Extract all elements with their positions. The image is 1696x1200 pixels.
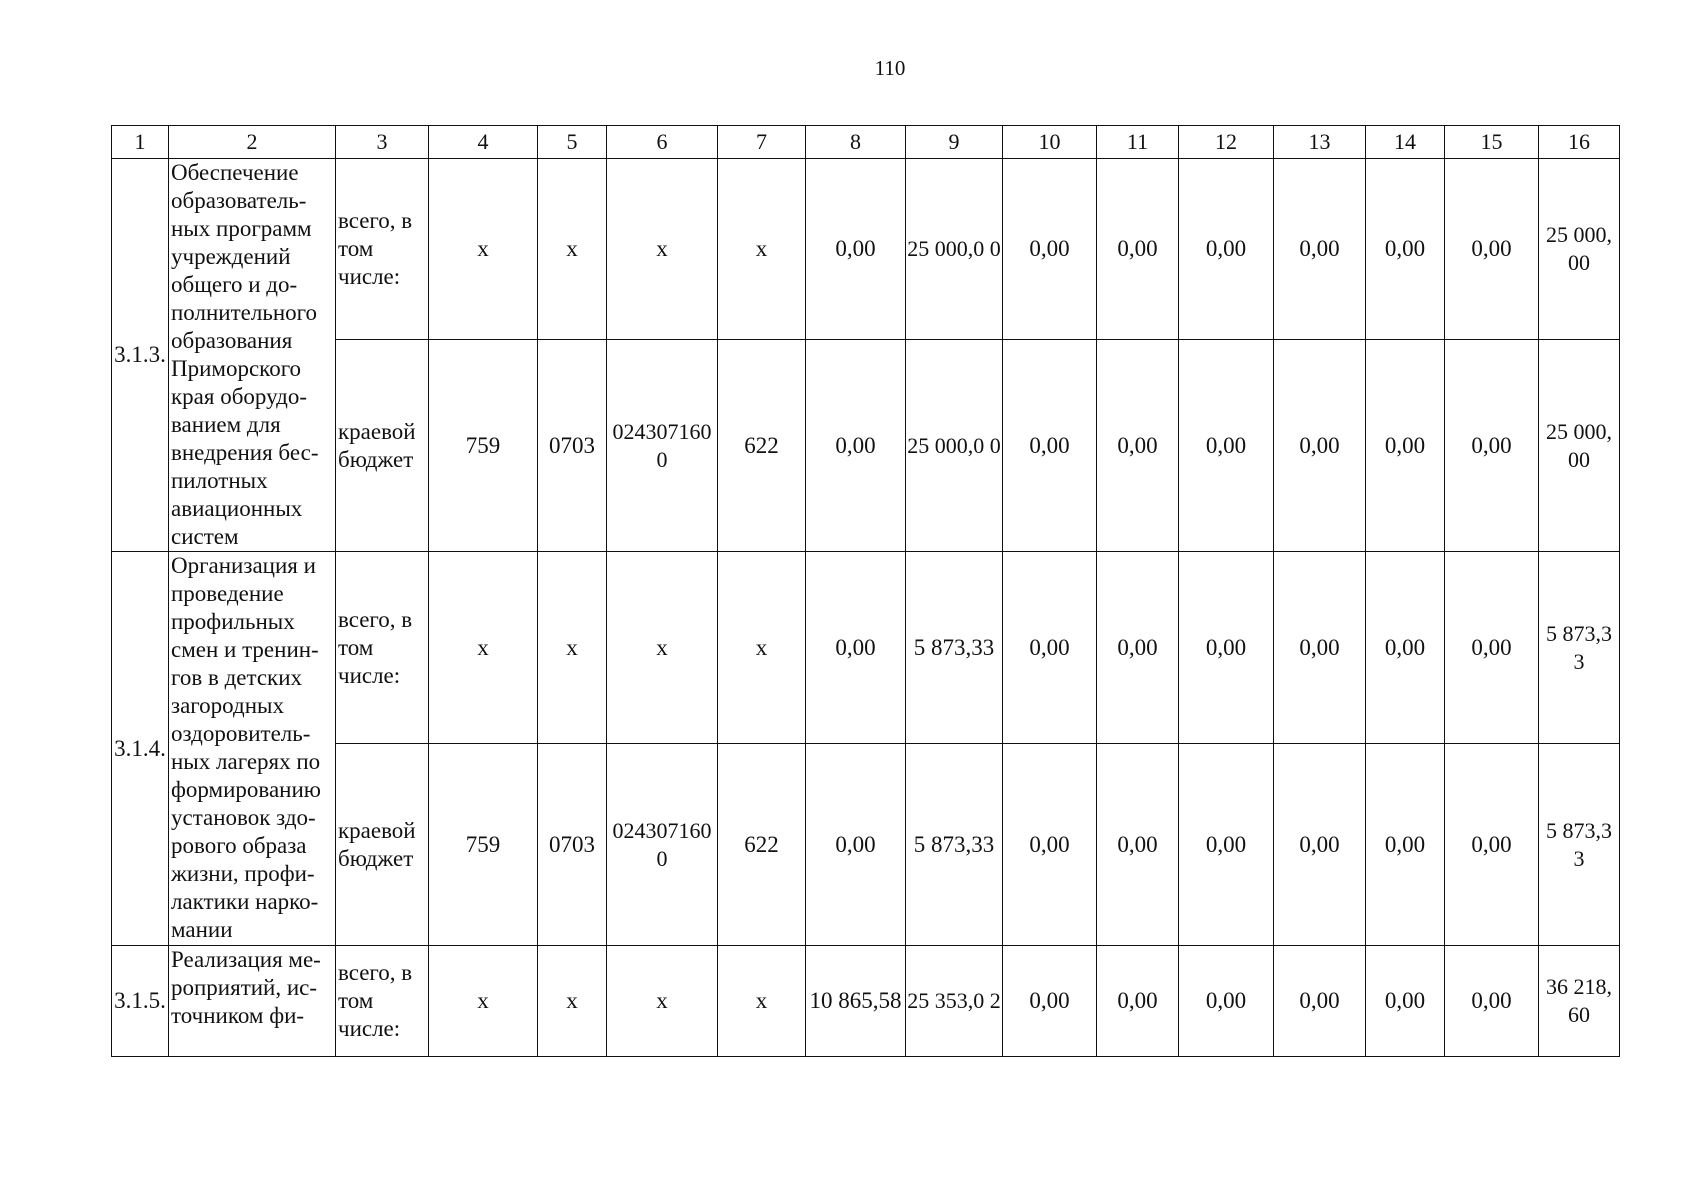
header-row bbox=[112, 126, 1620, 159]
table-cell: 25 000, 00 bbox=[1539, 159, 1620, 340]
table-cell: 0,00 bbox=[1274, 552, 1366, 744]
table-cell: 0,00 bbox=[1366, 159, 1445, 340]
table-cell: 0,00 bbox=[1179, 946, 1274, 1057]
header-cell: 8 bbox=[806, 126, 906, 159]
header-cell: 3 bbox=[336, 126, 429, 159]
table-cell: х bbox=[538, 946, 607, 1057]
table-row bbox=[112, 946, 1620, 1057]
table-cell: 0,00 bbox=[1445, 744, 1539, 946]
table-row bbox=[112, 744, 1620, 946]
table-cell: 0,00 bbox=[1097, 744, 1179, 946]
table-cell: 36 218, 60 bbox=[1539, 946, 1620, 1057]
table-row bbox=[112, 552, 1620, 744]
table-cell: 25 000,0 0 bbox=[906, 340, 1003, 552]
table-cell: 0703 bbox=[538, 744, 607, 946]
table-cell: 25 353,0 2 bbox=[906, 946, 1003, 1057]
item-name: Организация и проведение профильных смен и тренин-гов в детских загородных оздоровитель-ных лагерях по формированию установок здо-рового образа жизни, профи-лактики нарко-мании bbox=[169, 552, 336, 946]
funding-source: всего, в том числе: bbox=[336, 159, 429, 340]
table-cell: 0,00 bbox=[1366, 552, 1445, 744]
table-cell: 0703 bbox=[538, 340, 607, 552]
table-cell: 0,00 bbox=[1179, 340, 1274, 552]
header-cell: 2 bbox=[169, 126, 336, 159]
item-code: 3.1.3. bbox=[112, 159, 169, 552]
table-cell: 0,00 bbox=[1097, 159, 1179, 340]
table-cell: х bbox=[429, 552, 538, 744]
header-cell: 4 bbox=[429, 126, 538, 159]
header-cell: 12 bbox=[1179, 126, 1274, 159]
funding-source: всего, в том числе: bbox=[336, 946, 429, 1057]
table-cell: 0,00 bbox=[1366, 744, 1445, 946]
table-cell: х bbox=[538, 159, 607, 340]
header-cell: 9 bbox=[906, 126, 1003, 159]
table-cell: х bbox=[718, 159, 806, 340]
header-cell: 7 bbox=[718, 126, 806, 159]
item-name: Реализация ме-роприятий, ис-точником фи- bbox=[169, 946, 336, 1057]
table-cell: 0,00 bbox=[1003, 159, 1097, 340]
table-row bbox=[112, 159, 1620, 340]
table-cell: 0,00 bbox=[806, 744, 906, 946]
table-cell: х bbox=[607, 159, 718, 340]
table-cell: х bbox=[429, 946, 538, 1057]
table-cell: 0,00 bbox=[1003, 744, 1097, 946]
table-cell: 0,00 bbox=[1179, 159, 1274, 340]
header-cell: 11 bbox=[1097, 126, 1179, 159]
table-row bbox=[112, 340, 1620, 552]
table-cell: 622 bbox=[718, 340, 806, 552]
table-cell: 0,00 bbox=[1097, 552, 1179, 744]
table-cell: 0,00 bbox=[1179, 552, 1274, 744]
table-cell: 759 bbox=[429, 340, 538, 552]
funding-source: всего, в том числе: bbox=[336, 552, 429, 744]
table-cell: 0,00 bbox=[1274, 744, 1366, 946]
table-cell: 0,00 bbox=[1179, 744, 1274, 946]
table-cell: 5 873,33 bbox=[906, 552, 1003, 744]
table-cell: 5 873,3 3 bbox=[1539, 552, 1620, 744]
funding-source: краевой бюджет bbox=[336, 744, 429, 946]
page-number: 110 bbox=[874, 56, 906, 80]
item-code: 3.1.4. bbox=[112, 552, 169, 946]
header-cell: 5 bbox=[538, 126, 607, 159]
table-cell: 0,00 bbox=[1274, 946, 1366, 1057]
table-cell: 0,00 bbox=[1097, 946, 1179, 1057]
table-cell: 5 873,3 3 bbox=[1539, 744, 1620, 946]
item-code: 3.1.5. bbox=[112, 946, 169, 1057]
item-name: Обеспечение образователь-ных программ учреждений общего и до-полнительного образования Приморского края оборудо-ванием для внедрения бес-пилотных авиационных систем bbox=[169, 159, 336, 552]
header-cell: 15 bbox=[1445, 126, 1539, 159]
table-cell: 024307160 0 bbox=[607, 744, 718, 946]
table-cell: 0,00 bbox=[806, 552, 906, 744]
header-cell: 13 bbox=[1274, 126, 1366, 159]
header-cell: 6 bbox=[607, 126, 718, 159]
table-cell: х bbox=[429, 159, 538, 340]
table-cell: 5 873,33 bbox=[906, 744, 1003, 946]
table-cell: 0,00 bbox=[1003, 552, 1097, 744]
table-cell: 622 bbox=[718, 744, 806, 946]
table-cell: 0,00 bbox=[1003, 946, 1097, 1057]
table-cell: 0,00 bbox=[1274, 159, 1366, 340]
table-cell: 0,00 bbox=[1366, 340, 1445, 552]
table-cell: 0,00 bbox=[1445, 159, 1539, 340]
table-cell: 25 000, 00 bbox=[1539, 340, 1620, 552]
table-cell: 024307160 0 bbox=[607, 340, 718, 552]
table-cell: 0,00 bbox=[1445, 552, 1539, 744]
table-cell: х bbox=[607, 552, 718, 744]
table-cell: х bbox=[718, 946, 806, 1057]
header-cell: 10 bbox=[1003, 126, 1097, 159]
table-cell: х bbox=[607, 946, 718, 1057]
table-cell: 0,00 bbox=[806, 159, 906, 340]
funding-source: краевой бюджет bbox=[336, 340, 429, 552]
table-cell: 0,00 bbox=[1445, 946, 1539, 1057]
table-cell: х bbox=[538, 552, 607, 744]
budget-table bbox=[111, 125, 1620, 1057]
table-cell: 0,00 bbox=[806, 340, 906, 552]
table-cell: 0,00 bbox=[1097, 340, 1179, 552]
table-cell: 0,00 bbox=[1366, 946, 1445, 1057]
table-cell: 0,00 bbox=[1445, 340, 1539, 552]
header-cell: 14 bbox=[1366, 126, 1445, 159]
table-cell: 0,00 bbox=[1003, 340, 1097, 552]
table-cell: 25 000,0 0 bbox=[906, 159, 1003, 340]
table-cell: х bbox=[718, 552, 806, 744]
header-cell: 1 bbox=[112, 126, 169, 159]
table-cell: 0,00 bbox=[1274, 340, 1366, 552]
header-cell: 16 bbox=[1539, 126, 1620, 159]
table-cell: 10 865,58 bbox=[806, 946, 906, 1057]
table-cell: 759 bbox=[429, 744, 538, 946]
